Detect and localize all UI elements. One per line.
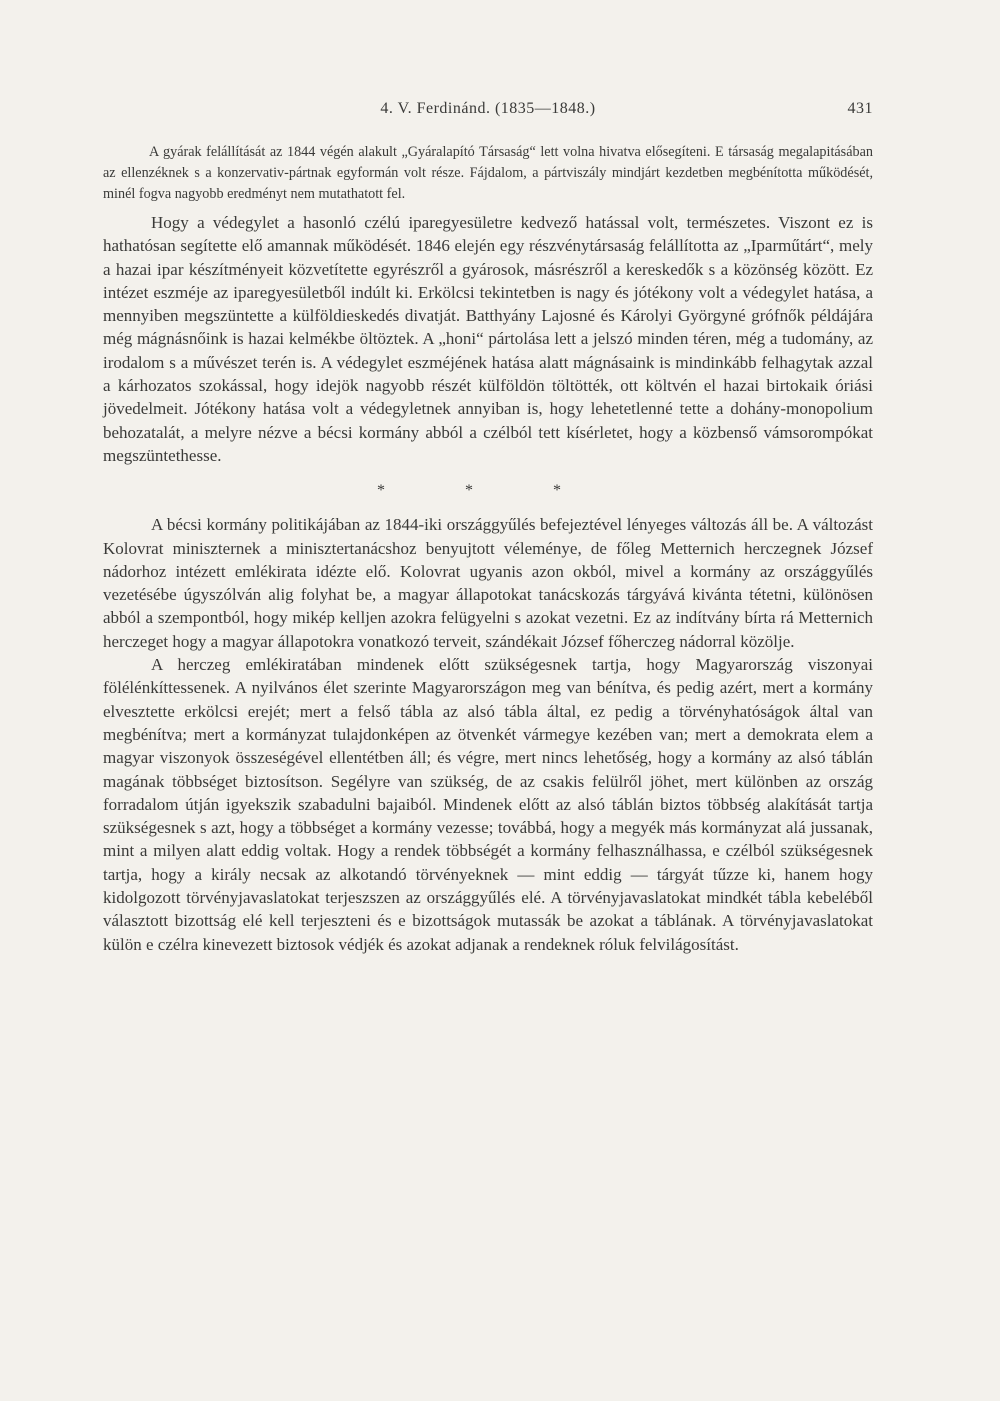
section-separator: * * * — [377, 482, 599, 500]
book-page — [103, 100, 873, 956]
chapter-title: 4. V. Ferdinánd. (1835—1848.) — [380, 100, 596, 117]
page-number: 431 — [847, 100, 873, 117]
running-head — [103, 100, 873, 126]
body-paragraph: A bécsi kormány politikájában az 1844-iki országgyűlés befejeztével lényeges változás áll be. A változást Kolovrat miniszternek a minisztertanácshoz benyujtott véleménye, de főleg Metternich herczegnek József nádorhoz intézett emlékirata idézte elő. Kolovrat ugyanis azon okból, mivel a kormány az országgyűlés vezetésébe úgyszólván alig folyhat be, a magyar állapotokat tanácskozás tárgyává kivánta tétetni, különösen abból a szempontból, hogy mikép kelljen azokra felügyelni s azokat vezetni. Ez az indítvány bírta rá Metternich herczeget hogy a magyar állapotokra vonatkozó terveit, szándékait József főherczeg nádorral közölje. — [103, 515, 873, 651]
small-print-paragraph: A gyárak felállítását az 1844 végén alakult „Gyáralapító Társaság“ lett volna hivatva elősegíteni. E társaság megalapitásában az ellenzéknek s a konzervativ-pártnak egyformán volt része. Fájdalom, a pártviszály mindjárt kezdetben megbénította működését, minél fogva nagyobb eredményt nem mutathatott fel. — [103, 144, 873, 202]
body-paragraph: Hogy a védegylet a hasonló czélú iparegyesületre kedvező hatással volt, természetes. Viszont ez is hathatósan segítette elő amannak működését. 1846 elején egy részvénytársaság felállította az „Iparműtárt“, mely a hazai ipar készítményeit közvetítette egyrészről a gyárosok, másrészről a kereskedők s a közönség között. Ez intézet eszméje az iparegyesületből indúlt ki. Erkölcsi tekintetben is nagy és jótékony volt a védegylet hatása, a mennyiben megszüntette a külföldieskedés divatját. Batthyány Lajosné és Károlyi Györgyné grófnők példájára még mágnásnőink is hazai kelmékbe öltöztek. A „honi“ pártolása lett a jelszó minden téren, még a tudomány, az irodalom s a művészet terén is. A védegylet eszméjének hatása alatt mágnásaink is mindinkább felhagytak azzal a kárhozatos szokással, hogy idejök nagyobb részét külföldön töltötték, ott költvén el hazai birtokaik óriási jövedelmeit. Jótékony hatása volt a védegyletnek annyiban is, hogy lehetetlenné tette a dohány-monopolium behozatalát, a melyre nézve a bécsi kormány abból a czélból tett kísérletet, hogy a közbenső vámsorompókat megszüntethesse. — [103, 213, 873, 465]
body-paragraph: A herczeg emlékiratában mindenek előtt szükségesnek tartja, hogy Magyarország viszonyai fölélénkíttessenek. A nyilvános élet szerinte Magyarországon meg van bénítva, és pedig azért, mert a kormány elvesztette erkölcsi erejét; mert a felső tábla az alsó tábla által, ez pedig a törvényhatóságok által van megbénítva; mert a kormányzat tulajdonképen az ötvenkét vármegye kezében van; mert a demokrata elem a magyar viszonyok összeségével ellentétben áll; és végre, mert nincs lehetőség, hogy a kormány az alsó táblán magának többséget biztosítson. Segélyre van szükség, de az csakis felülről jöhet, mert különben az ország forradalom útján igyekszik szabadulni bajaiból. Mindenek előtt az alsó táblán biztos többség alakítását tartja szükségesnek s azt, hogy a többséget a kormány vezesse; továbbá, hogy a megyék más kormányzat alá jussanak, mint a milyen alatt eddig voltak. Hogy a rendek többségét a kormány felhasználhassa, e czélból szükségesnek tartja, hogy a király necsak az alkotandó törvényeknek — mint eddig — tárgyát tűzze ki, hanem hogy kidolgozott törvényjavaslatokat terjeszszen az országgyűlés elé. A törvényjavaslatokat mindkét tábla kebeléből választott bizottság elé kell terjeszteni és e bizottságok mutassák be azokat a táblának. A törvényjavaslatokat külön e czélra kinevezett biztosok védjék és azokat adjanak a rendeknek róluk felvilágosítást. — [103, 655, 873, 954]
